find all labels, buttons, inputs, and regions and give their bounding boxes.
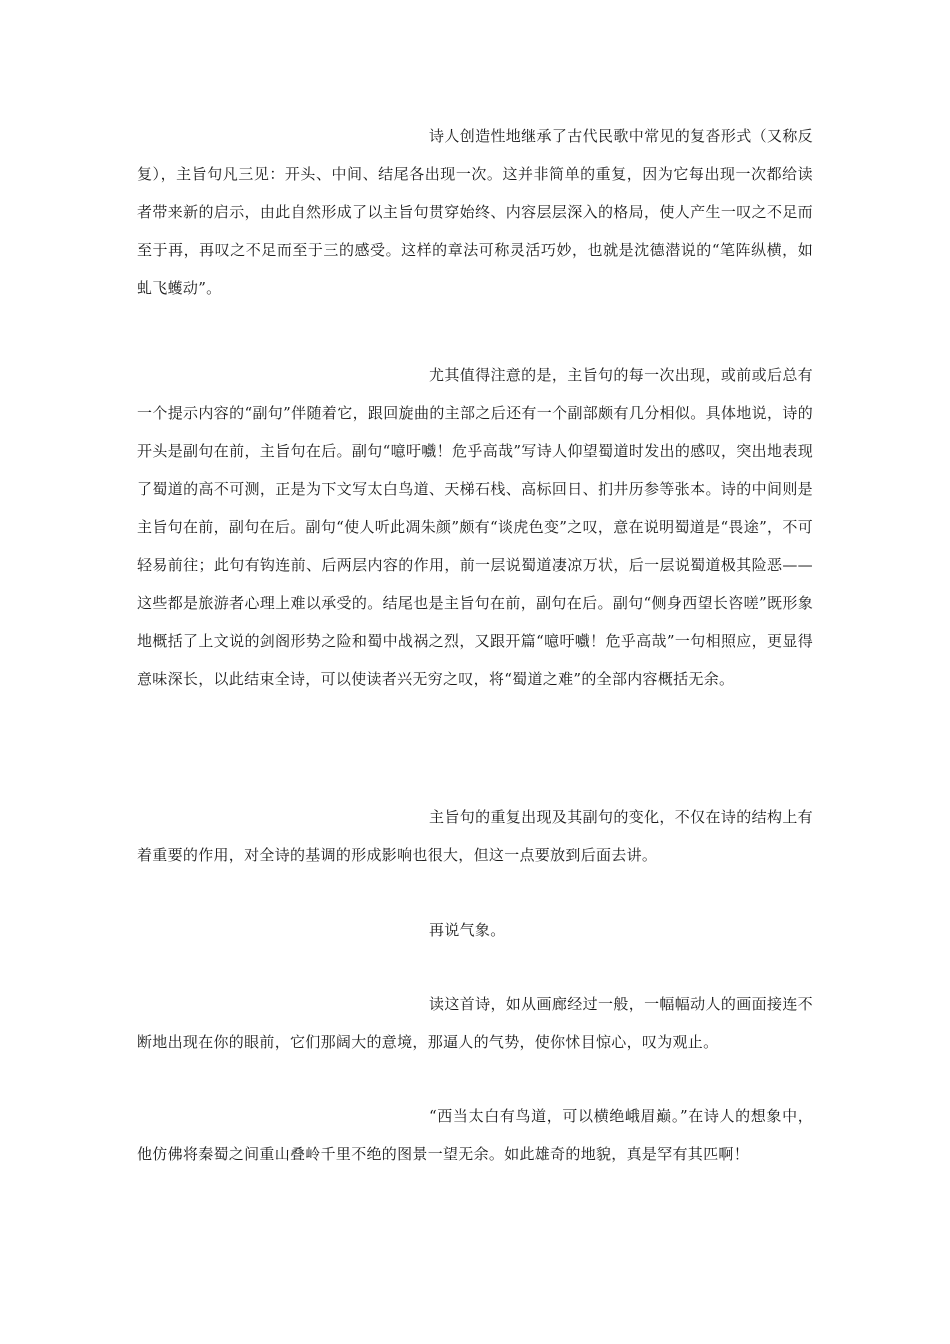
paragraph-gallery-metaphor: 读这首诗，如从画廊经过一般，一幅幅动人的画面接连不断地出现在你的眼前，它们那阔大的意境，那逼人的气势，使你怵目惊心，叹为观止。 <box>137 995 813 1051</box>
paragraph-structure-effect: 主旨句的重复出现及其副句的变化，不仅在诗的结构上有着重要的作用，对全诗的基调的形成影响也很大，但这一点要放到后面去讲。 <box>137 808 813 864</box>
paragraph-repetition-form: 诗人创造性地继承了古代民歌中常见的复沓形式（又称反复），主旨句凡三见：开头、中间、结尾各出现一次。这并非简单的重复，因为它每出现一次都给读者带来新的启示，由此自然形成了以主旨句贯穿始终、内容层层深入的格局，使人产生一叹之不足而至于再，再叹之不足而至于三的感受。这样的章法可称灵活巧妙，也就是沈德潜说的“笔阵纵横，如虬飞蠖动”。 <box>137 127 813 297</box>
paragraph-subsentence-analysis: 尤其值得注意的是，主旨句的每一次出现，或前或后总有一个提示内容的“副句”伴随着它，跟回旋曲的主部之后还有一个副部颇有几分相似。具体地说，诗的开头是副句在前，主旨句在后。副句“噫吁嚱！危乎高哉”写诗人仰望蜀道时发出的感叹，突出地表现了蜀道的高不可测，正是为下文写太白鸟道、天梯石栈、高标回日、扪井历参等张本。诗的中间则是主旨句在前，副句在后。副句“使人听此凋朱颜”颇有“谈虎色变”之叹，意在说明蜀道是“畏途”，不可轻易前往；此句有钩连前、后两层内容的作用，前一层说蜀道凄凉万状，后一层说蜀道极其险恶——这些都是旅游者心理上难以承受的。结尾也是主旨句在前，副句在后。副句“侧身西望长咨嗟”既形象地概括了上文说的剑阁形势之险和蜀中战祸之烈，又跟开篇“噫吁嚱！危乎高哉”一句相照应，更显得意味深长，以此结束全诗，可以使读者兴无穷之叹，将“蜀道之难”的全部内容概括无余。 <box>137 366 813 688</box>
paragraph-bird-path-quote: “西当太白有鸟道，可以横绝峨眉巅。”在诗人的想象中，他仿佛将秦蜀之间重山叠岭千里不绝的图景一望无余。如此雄奇的地貌，真是罕有其匹啊！ <box>137 1107 813 1163</box>
paragraph-imagery-heading: 再说气象。 <box>429 921 506 939</box>
